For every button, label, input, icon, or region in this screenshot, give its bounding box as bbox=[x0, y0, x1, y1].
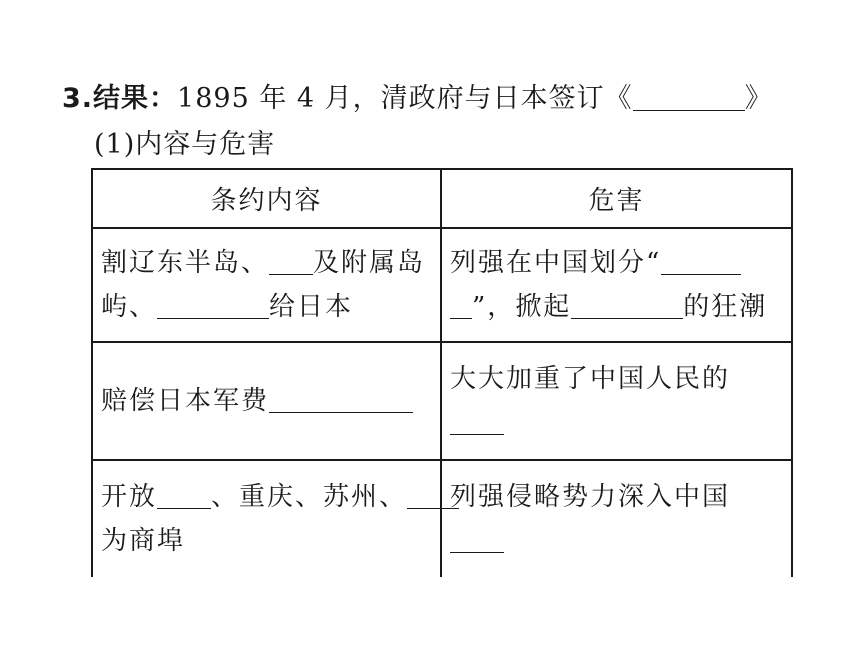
question-text-end: 》 bbox=[744, 83, 773, 114]
blank-field[interactable] bbox=[450, 408, 504, 435]
question-number: 3. bbox=[62, 83, 94, 114]
cell-text: 给日本 bbox=[269, 292, 354, 322]
content-cell bbox=[92, 342, 441, 460]
cell-text: 列强在中国划分“ bbox=[450, 248, 662, 278]
cell-text: 的狂潮 bbox=[683, 292, 768, 322]
question-label: 结果 bbox=[93, 83, 150, 114]
harm-cell bbox=[441, 460, 792, 577]
cell-text: 开放 bbox=[101, 482, 158, 512]
cell-text: ”，掀起 bbox=[472, 292, 572, 322]
header-harm: 危害 bbox=[441, 169, 792, 228]
table-row bbox=[92, 460, 792, 577]
blank-field[interactable] bbox=[269, 248, 313, 275]
blank-field[interactable] bbox=[157, 292, 269, 319]
blank-field[interactable] bbox=[450, 526, 504, 553]
table-row bbox=[92, 342, 792, 460]
blank-field[interactable] bbox=[269, 386, 413, 413]
question-colon: ： bbox=[149, 83, 178, 114]
question-heading bbox=[62, 76, 773, 115]
treaty-name-blank[interactable] bbox=[633, 83, 745, 111]
cell-text: 为商埠 bbox=[101, 526, 186, 556]
table-header-row bbox=[92, 169, 792, 228]
cell-text: 割辽东半岛、 bbox=[101, 248, 270, 278]
cell-text: 大大加重了中国人民的 bbox=[450, 364, 731, 394]
blank-field[interactable] bbox=[157, 482, 211, 509]
cell-text: 屿、 bbox=[101, 292, 158, 322]
content-cell bbox=[92, 228, 441, 342]
subheading: (1)内容与危害 bbox=[94, 129, 276, 160]
cell-text: 列强侵略势力深入中国 bbox=[450, 482, 731, 512]
question-text: 1895 年 4 月，清政府与日本签订《 bbox=[177, 83, 633, 114]
treaty-table bbox=[91, 168, 793, 577]
header-content: 条约内容 bbox=[92, 169, 441, 228]
blank-field[interactable] bbox=[571, 292, 683, 319]
blank-field[interactable] bbox=[661, 248, 741, 275]
harm-cell bbox=[441, 228, 792, 342]
cell-text: 赔偿日本军费 bbox=[101, 386, 270, 416]
cell-text: 、重庆、苏州、 bbox=[211, 482, 408, 512]
content-cell bbox=[92, 460, 441, 577]
table-row bbox=[92, 228, 792, 342]
cell-text: 及附属岛 bbox=[313, 248, 426, 278]
blank-field[interactable] bbox=[450, 292, 472, 319]
harm-cell bbox=[441, 342, 792, 460]
